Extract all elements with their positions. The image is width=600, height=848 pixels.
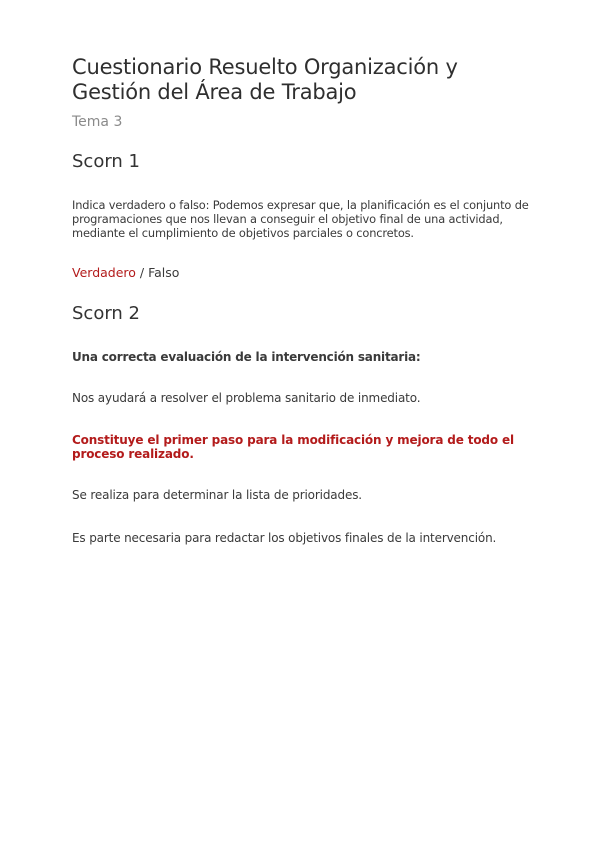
document-subtitle: Tema 3 (72, 114, 123, 130)
scorn-2-heading: Scorn 2 (72, 303, 141, 324)
scorn-2-question: Una correcta evaluación de la intervención sanitaria: (72, 350, 421, 364)
scorn-2-option-correct: Constituye el primer paso para la modificación y mejora de todo el proceso realizado. (72, 433, 514, 461)
answer-true: Verdadero (72, 265, 136, 280)
document-page (72, 55, 532, 545)
scorn-2-option: Nos ayudará a resolver el problema sanitario de inmediato. (72, 391, 421, 405)
scorn-1-answer (72, 265, 532, 280)
answer-separator: / (135, 265, 149, 280)
scorn-2-option: Se realiza para determinar la lista de prioridades. (72, 488, 362, 502)
scorn-1-question: Indica verdadero o falso: Podemos expresar que, la planificación es el conjunto de programaciones que nos llevan a conseguir el objetivo final de una actividad, mediante el cumplimiento de objetivos parciales o concretos. (72, 198, 529, 240)
scorn-2-section (72, 303, 532, 545)
scorn-1-heading: Scorn 1 (72, 151, 141, 172)
document-title: Cuestionario Resuelto Organización y Gestión del Área de Trabajo (72, 55, 458, 104)
scorn-2-option: Es parte necesaria para redactar los objetivos finales de la intervención. (72, 531, 497, 545)
answer-false: Falso (148, 265, 180, 280)
scorn-1-section (72, 151, 532, 280)
